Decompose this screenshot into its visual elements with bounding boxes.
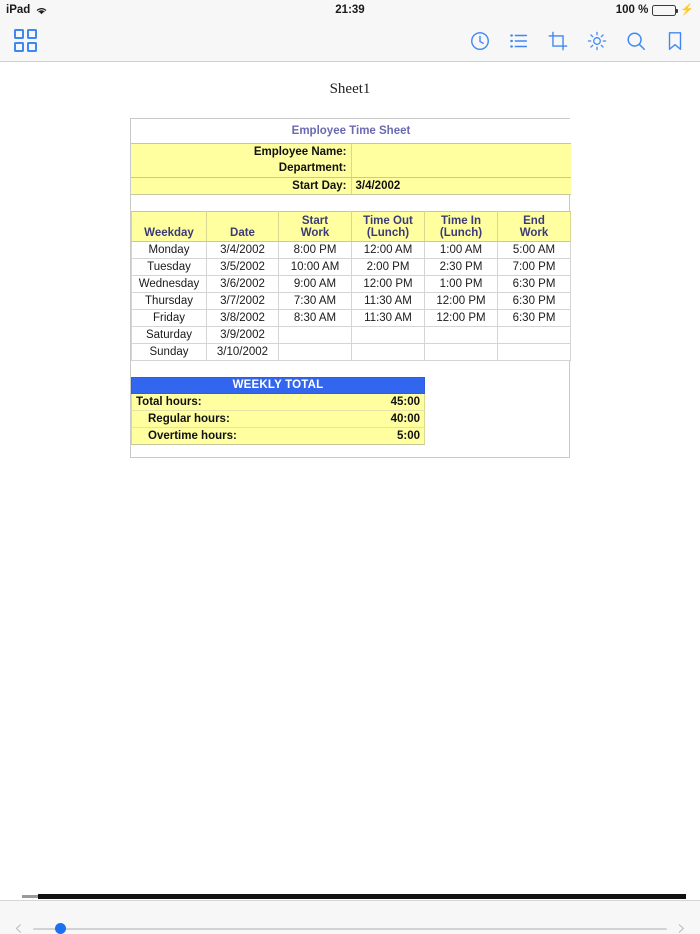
cell-time_out[interactable]	[352, 326, 425, 343]
status-bar-left	[6, 4, 48, 16]
total-hours-label: Total hours:	[132, 393, 279, 410]
table-row	[132, 377, 425, 393]
filmstrip-pages[interactable]	[38, 894, 686, 899]
wifi-icon	[35, 5, 48, 16]
toolbar-actions	[469, 30, 686, 52]
cell-end_work[interactable]	[498, 326, 571, 343]
column-header-time-out-lunch: Time Out (Lunch)	[352, 211, 425, 241]
device-name: iPad	[6, 4, 31, 16]
bookmark-icon[interactable]	[664, 30, 686, 52]
cell-start_work[interactable]: 7:30 AM	[279, 292, 352, 309]
table-row	[132, 292, 571, 309]
outline-list-icon[interactable]	[508, 30, 530, 52]
cell-time_in[interactable]: 1:00 PM	[425, 275, 498, 292]
page-slider[interactable]	[33, 920, 667, 934]
overtime-hours-label: Overtime hours:	[132, 427, 279, 444]
cell-date[interactable]: 3/4/2002	[207, 241, 279, 258]
cell-time_in[interactable]	[425, 343, 498, 360]
cell-start_work[interactable]: 10:00 AM	[279, 258, 352, 275]
start-day-label: Start Day:	[131, 177, 351, 194]
cell-time_in[interactable]	[425, 326, 498, 343]
cell-weekday[interactable]: Saturday	[132, 326, 207, 343]
table-header-row	[132, 211, 571, 241]
page-title: Employee Time Sheet	[131, 119, 571, 143]
chevron-right-icon[interactable]: ›	[677, 915, 686, 934]
weekly-total-table	[131, 377, 425, 445]
cell-time_out[interactable]: 12:00 PM	[352, 275, 425, 292]
start-day-value[interactable]: 3/4/2002	[351, 177, 571, 194]
cell-end_work[interactable]: 5:00 AM	[498, 241, 571, 258]
table-row	[132, 326, 571, 343]
bottom-navigation-bar	[0, 900, 700, 934]
cell-start_work[interactable]: 8:00 PM	[279, 241, 352, 258]
cell-time_in[interactable]: 1:00 AM	[425, 241, 498, 258]
cell-start_work[interactable]: 9:00 AM	[279, 275, 352, 292]
column-header-time-in-lunch: Time In (Lunch)	[425, 211, 498, 241]
table-row	[131, 119, 571, 143]
employee-name-label: Employee Name:	[131, 143, 351, 160]
cell-date[interactable]: 3/5/2002	[207, 258, 279, 275]
cell-time_out[interactable]: 11:30 AM	[352, 309, 425, 326]
table-row	[132, 343, 571, 360]
cell-time_out[interactable]: 12:00 AM	[352, 241, 425, 258]
status-bar-right	[616, 4, 694, 16]
cell-date[interactable]: 3/10/2002	[207, 343, 279, 360]
total-hours-value: 45:00	[278, 393, 425, 410]
cell-end_work[interactable]: 7:00 PM	[498, 258, 571, 275]
cell-time_in[interactable]: 12:00 PM	[425, 292, 498, 309]
weekly-total-banner: WEEKLY TOTAL	[132, 377, 425, 393]
page-filmstrip[interactable]	[0, 892, 700, 900]
status-bar-clock: 21:39	[335, 4, 365, 16]
brightness-sun-icon[interactable]	[586, 30, 608, 52]
cell-time_out[interactable]	[352, 343, 425, 360]
cell-end_work[interactable]	[498, 343, 571, 360]
cell-end_work[interactable]: 6:30 PM	[498, 275, 571, 292]
cell-time_in[interactable]: 2:30 PM	[425, 258, 498, 275]
cell-weekday[interactable]: Tuesday	[132, 258, 207, 275]
column-header-date: Date	[207, 211, 279, 241]
grid-thumbnails-icon[interactable]	[14, 29, 37, 52]
status-bar	[0, 0, 700, 20]
search-icon[interactable]	[625, 30, 647, 52]
cell-weekday[interactable]: Friday	[132, 309, 207, 326]
overtime-hours-value: 5:00	[278, 427, 425, 444]
page-slider-track[interactable]	[33, 928, 667, 930]
top-toolbar	[0, 20, 700, 62]
regular-hours-value: 40:00	[278, 410, 425, 427]
column-header-end-work: End Work	[498, 211, 571, 241]
timesheet-grid-table	[131, 211, 571, 361]
document-viewport[interactable]	[0, 62, 700, 892]
cell-start_work[interactable]	[279, 343, 352, 360]
employee-name-value[interactable]	[351, 143, 571, 160]
table-row	[132, 309, 571, 326]
timesheet-grid-body	[132, 241, 571, 360]
chevron-left-icon[interactable]: ‹	[14, 915, 23, 934]
page-slider-thumb[interactable]	[55, 923, 66, 934]
regular-hours-label: Regular hours:	[132, 410, 279, 427]
cell-date[interactable]: 3/8/2002	[207, 309, 279, 326]
cell-time_out[interactable]: 2:00 PM	[352, 258, 425, 275]
cell-date[interactable]: 3/9/2002	[207, 326, 279, 343]
table-row	[132, 258, 571, 275]
battery-icon	[652, 5, 676, 16]
table-row	[132, 241, 571, 258]
cell-end_work[interactable]: 6:30 PM	[498, 292, 571, 309]
cell-weekday[interactable]: Wednesday	[132, 275, 207, 292]
spreadsheet-page	[130, 118, 570, 458]
cell-weekday[interactable]: Monday	[132, 241, 207, 258]
sheet-name-label: Sheet1	[329, 81, 371, 97]
cell-time_in[interactable]: 12:00 PM	[425, 309, 498, 326]
table-row	[131, 160, 571, 177]
battery-percent-label: 100 %	[615, 4, 649, 16]
column-header-start-work: Start Work	[279, 211, 352, 241]
cell-date[interactable]: 3/6/2002	[207, 275, 279, 292]
cell-start_work[interactable]	[279, 326, 352, 343]
recents-clock-icon[interactable]	[469, 30, 491, 52]
cell-end_work[interactable]: 6:30 PM	[498, 309, 571, 326]
table-row	[131, 143, 571, 160]
cell-time_out[interactable]: 11:30 AM	[352, 292, 425, 309]
cell-weekday[interactable]: Sunday	[132, 343, 207, 360]
department-label: Department:	[131, 160, 351, 177]
table-row	[132, 410, 425, 427]
table-row	[132, 275, 571, 292]
crop-icon[interactable]	[547, 30, 569, 52]
timesheet-header-table	[131, 119, 571, 195]
table-row	[132, 427, 425, 444]
lightning-bolt-icon: ⚡	[680, 3, 694, 16]
table-row	[131, 177, 571, 194]
department-value[interactable]	[351, 160, 571, 177]
table-row	[132, 393, 425, 410]
cell-weekday[interactable]: Thursday	[132, 292, 207, 309]
cell-start_work[interactable]: 8:30 AM	[279, 309, 352, 326]
cell-date[interactable]: 3/7/2002	[207, 292, 279, 309]
column-header-weekday: Weekday	[132, 211, 207, 241]
